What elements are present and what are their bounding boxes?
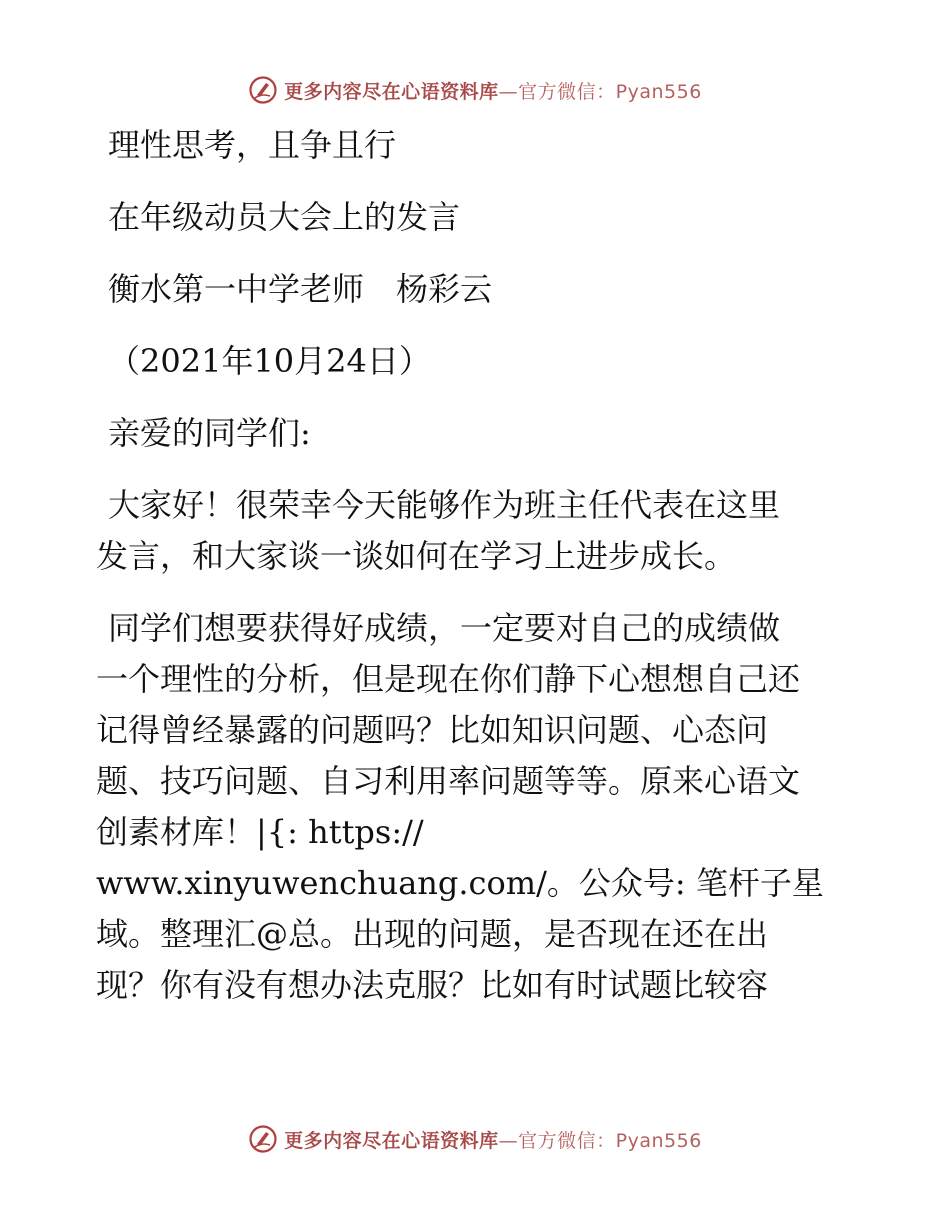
banner-separator: — — [498, 1129, 519, 1152]
document-title: 理性思考，且争且行 — [108, 126, 397, 164]
banner-contact: 官方微信：Pyan556 — [518, 80, 702, 103]
paragraph-1 — [96, 480, 856, 582]
document-author: 衡水第一中学老师 杨彩云 — [108, 270, 493, 308]
banner-contact: 官方微信：Pyan556 — [518, 1129, 702, 1152]
banner-text — [284, 1126, 702, 1153]
footer-watermark-banner — [0, 1119, 950, 1159]
header-watermark-banner — [0, 70, 950, 110]
document-body — [96, 120, 856, 1011]
paragraph-2-line: 题、技巧问题、自习利用率问题等等。原来心语文 — [96, 762, 801, 800]
paragraph-2-line: 创素材库！|{: https:// — [96, 813, 424, 851]
paragraph-2-line: 记得曾经暴露的问题吗？比如知识问题、心态问 — [96, 711, 769, 749]
paragraph-2 — [96, 603, 856, 1011]
paragraph-2-line: www.xinyuwenchuang.com/。公众号: 笔杆子星 — [96, 864, 824, 902]
document-date: （2021年10月24日） — [108, 342, 431, 380]
brand-logo-icon — [248, 1124, 278, 1154]
paragraph-2-line: 现？你有没有想办法克服？比如有时试题比较容 — [96, 966, 769, 1004]
brand-logo-icon — [248, 75, 278, 105]
paragraph-2-line: 一个理性的分析，但是现在你们静下心想想自己还 — [96, 660, 801, 698]
banner-brand: 更多内容尽在心语资料库 — [284, 80, 499, 103]
paragraph-1-line: 大家好！很荣幸今天能够作为班主任代表在这里 — [108, 486, 781, 524]
banner-brand: 更多内容尽在心语资料库 — [284, 1129, 499, 1152]
banner-text — [284, 77, 702, 104]
paragraph-2-line: 同学们想要获得好成绩，一定要对自己的成绩做 — [108, 609, 781, 647]
paragraph-1-line: 发言，和大家谈一谈如何在学习上进步成长。 — [96, 537, 737, 575]
document-salutation: 亲爱的同学们: — [108, 414, 311, 452]
banner-separator: — — [498, 80, 519, 103]
document-subtitle: 在年级动员大会上的发言 — [108, 198, 461, 236]
paragraph-2-line: 域。整理汇@总。出现的问题，是否现在还在出 — [96, 915, 769, 953]
